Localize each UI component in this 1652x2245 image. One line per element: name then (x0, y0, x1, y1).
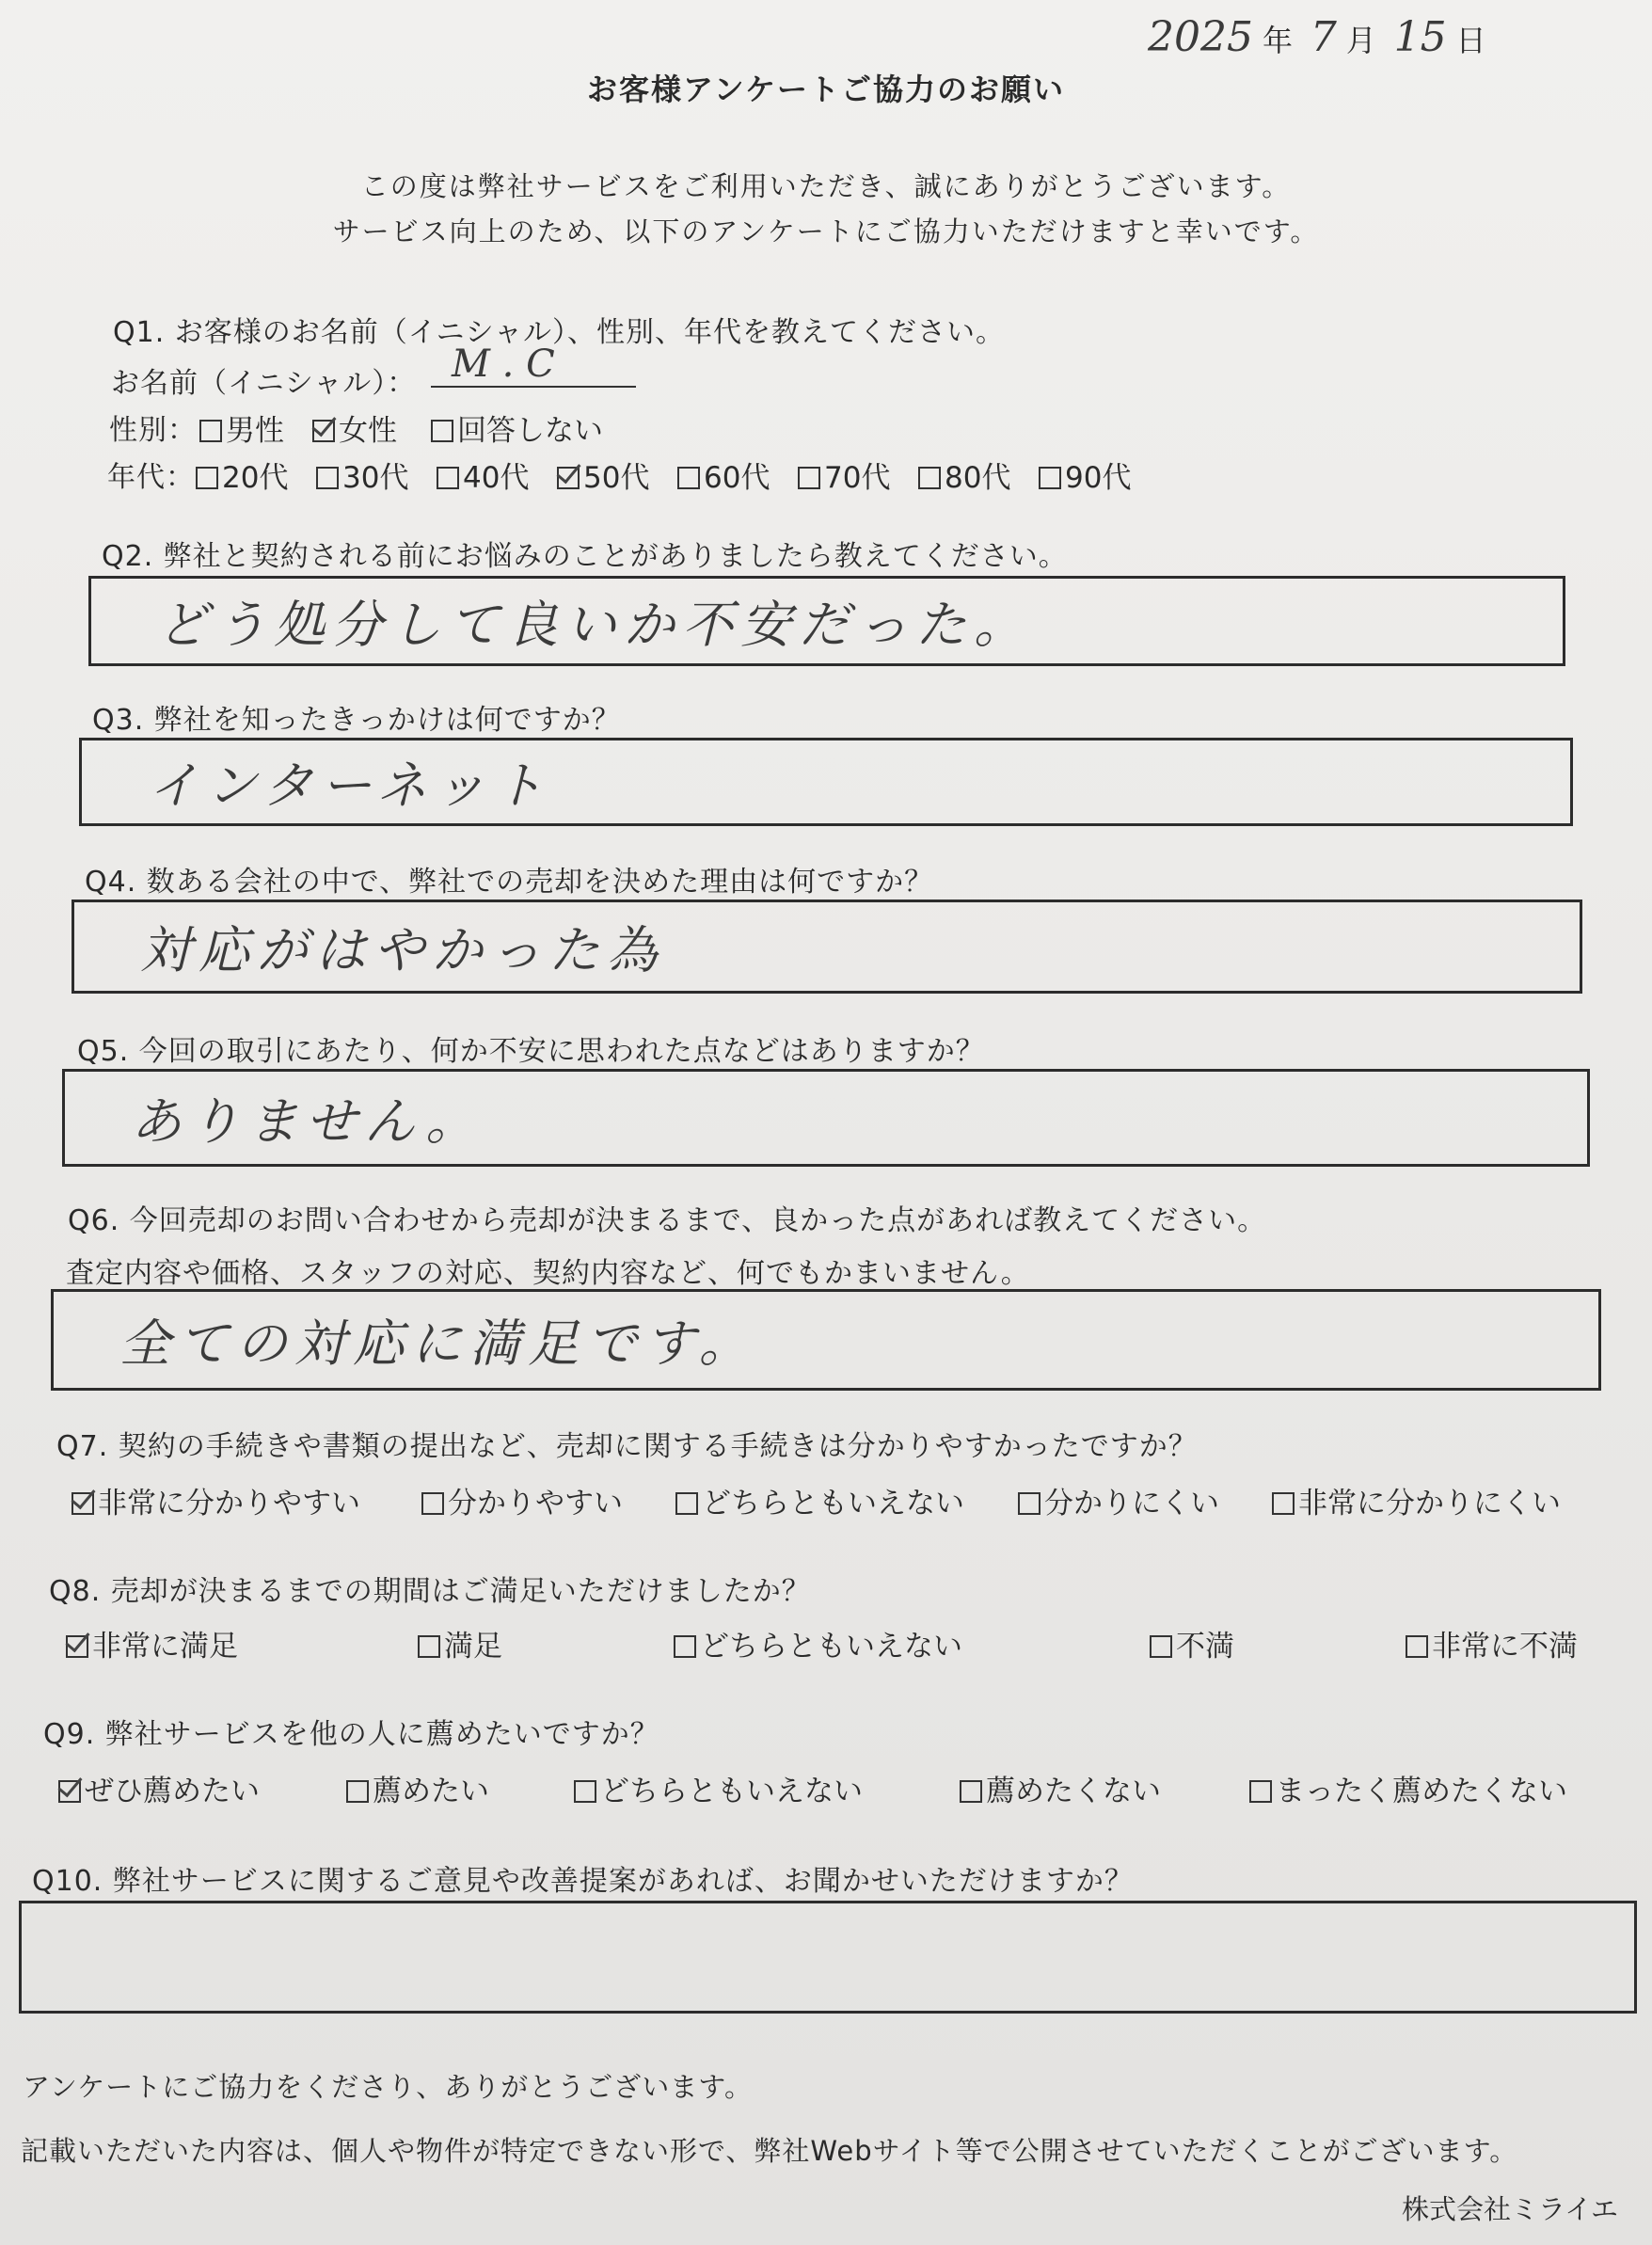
q7-question: Q7. 契約の手続きや書類の提出など、売却に関する手続きは分かりやすかったですか？ (56, 1430, 1198, 1463)
checkbox-icon[interactable] (1150, 1635, 1172, 1658)
q2-answer-box[interactable] (88, 576, 1565, 666)
q8-option-5[interactable]: 非常に不満 (1406, 1622, 1578, 1664)
checkbox-icon[interactable] (66, 1635, 88, 1658)
checkbox-icon[interactable] (316, 467, 339, 489)
q9-option-4[interactable]: 薦めたくない (960, 1767, 1161, 1809)
q6-answer-box[interactable] (51, 1289, 1601, 1391)
q8-question: Q8. 売却が決まるまでの期間はご満足いただけましたか？ (49, 1575, 811, 1608)
checkbox-icon[interactable] (196, 467, 218, 489)
q2-question: Q2. 弊社と契約される前にお悩みのことがありましたら教えてください。 (102, 540, 1068, 573)
q6-answer: 全ての対応に満足です。 (119, 1314, 757, 1374)
age-option-6[interactable]: 70代 (798, 454, 890, 496)
checkbox-icon[interactable] (798, 467, 820, 489)
checkbox-icon[interactable] (346, 1780, 369, 1803)
age-option-4[interactable]: 50代 (557, 454, 649, 496)
q3-answer-box[interactable] (79, 738, 1573, 826)
age-option-1[interactable]: 20代 (196, 454, 288, 496)
q5-question: Q5. 今回の取引にあたり、何か不安に思われた点などはありますか？ (77, 1035, 985, 1068)
q6-question-sub: 査定内容や価格、スタッフの対応、契約内容など、何でもかまいません。 (66, 1257, 1030, 1290)
date-day-label: 日 (1455, 23, 1486, 58)
q2-answer: どう処分して良いか不安だった。 (157, 595, 1032, 655)
q4-answer: 対応がはやかった為 (140, 920, 665, 980)
checkbox-icon[interactable] (71, 1492, 94, 1515)
q9-option-2[interactable]: 薦めたい (346, 1767, 489, 1809)
gender-option-female[interactable]: 女性 (312, 406, 397, 449)
age-option-5[interactable]: 60代 (677, 454, 770, 496)
footer-notice: 記載いただいた内容は、個人や物件が特定できない形で、弊社Webサイト等で公開させていただくことがございます。 (21, 2135, 1518, 2167)
page-title: お客様アンケートご協力のお願い (586, 72, 1066, 107)
checkbox-icon[interactable] (1249, 1780, 1272, 1803)
checkbox-icon[interactable] (918, 467, 941, 489)
date-year-label: 年 (1262, 23, 1293, 58)
survey-date (1148, 13, 1494, 61)
q10-answer-box[interactable] (19, 1901, 1637, 2014)
date-month: 7 (1310, 13, 1337, 61)
q6-question: Q6. 今回売却のお問い合わせから売却が決まるまで、良かった点があれば教えてください。 (68, 1204, 1267, 1237)
checkbox-icon[interactable] (1018, 1492, 1040, 1515)
checkbox-icon[interactable] (557, 467, 580, 489)
q7-option-1[interactable]: 非常に分かりやすい (71, 1479, 360, 1521)
name-underline (431, 386, 636, 388)
footer-thanks: アンケートにご協力をくださり、ありがとうございます。 (23, 2071, 753, 2103)
checkbox-icon[interactable] (58, 1780, 81, 1803)
q7-option-2[interactable]: 分かりやすい (421, 1479, 623, 1521)
date-day: 15 (1393, 13, 1447, 61)
q9-question: Q9. 弊社サービスを他の人に薦めたいですか？ (43, 1718, 659, 1751)
q7-option-3[interactable]: どちらともいえない (675, 1479, 964, 1521)
gender-option-no-answer[interactable]: 回答しない (431, 406, 603, 449)
q8-option-1[interactable]: 非常に満足 (66, 1622, 238, 1664)
checkbox-icon[interactable] (960, 1780, 982, 1803)
q9-option-1[interactable]: ぜひ薦めたい (58, 1767, 260, 1809)
age-option-2[interactable]: 30代 (316, 454, 408, 496)
company-name: 株式会社ミライエ (1402, 2193, 1618, 2225)
q4-answer-box[interactable] (71, 900, 1582, 994)
checkbox-icon[interactable] (199, 420, 222, 442)
q7-option-5[interactable]: 非常に分かりにくい (1272, 1479, 1561, 1521)
q8-option-3[interactable]: どちらともいえない (674, 1622, 962, 1664)
age-option-3[interactable]: 40代 (437, 454, 529, 496)
q1-name-value[interactable]: M . C (452, 342, 555, 386)
checkbox-icon[interactable] (675, 1492, 698, 1515)
checkbox-icon[interactable] (1039, 467, 1061, 489)
checkbox-icon[interactable] (674, 1635, 696, 1658)
age-option-8[interactable]: 90代 (1039, 454, 1131, 496)
checkbox-icon[interactable] (574, 1780, 596, 1803)
q10-question: Q10. 弊社サービスに関するご意見や改善提案があれば、お聞かせいただけますか？ (32, 1865, 1134, 1898)
q1-age-label: 年代： (107, 461, 195, 494)
q8-option-2[interactable]: 満足 (418, 1622, 502, 1664)
q1-question: Q1. お客様のお名前（イニシャル）、性別、年代を教えてください。 (113, 316, 1005, 349)
q9-option-5[interactable]: まったく薦めたくない (1249, 1767, 1567, 1809)
q3-question: Q3. 弊社を知ったきっかけは何ですか？ (92, 704, 621, 737)
q9-option-3[interactable]: どちらともいえない (574, 1767, 863, 1809)
checkbox-icon[interactable] (1406, 1635, 1428, 1658)
q5-answer-box[interactable] (62, 1069, 1590, 1167)
age-option-7[interactable]: 80代 (918, 454, 1010, 496)
gender-option-male[interactable]: 男性 (199, 406, 284, 449)
checkbox-icon[interactable] (677, 467, 700, 489)
checkbox-icon[interactable] (437, 467, 459, 489)
checkbox-icon[interactable] (1272, 1492, 1295, 1515)
q1-gender-label: 性別： (109, 414, 197, 447)
q7-option-4[interactable]: 分かりにくい (1018, 1479, 1219, 1521)
date-year: 2025 (1148, 13, 1253, 61)
checkbox-icon[interactable] (431, 420, 453, 442)
q4-question: Q4. 数ある会社の中で、弊社での売却を決めた理由は何ですか？ (85, 866, 934, 899)
checkbox-icon[interactable] (418, 1635, 440, 1658)
q5-answer: ありません。 (131, 1091, 484, 1152)
intro-line-2: サービス向上のため、以下のアンケートにご協力いただけますと幸いです。 (332, 215, 1320, 247)
q3-answer: インターネット (148, 756, 552, 816)
q1-name-label: お名前（イニシャル）： (111, 367, 417, 400)
date-month-label: 月 (1345, 23, 1376, 58)
checkbox-icon[interactable] (421, 1492, 444, 1515)
intro-line-1: この度は弊社サービスをご利用いただき、誠にありがとうございます。 (360, 170, 1292, 202)
checkbox-icon[interactable] (312, 420, 335, 442)
q8-option-4[interactable]: 不満 (1150, 1622, 1234, 1664)
